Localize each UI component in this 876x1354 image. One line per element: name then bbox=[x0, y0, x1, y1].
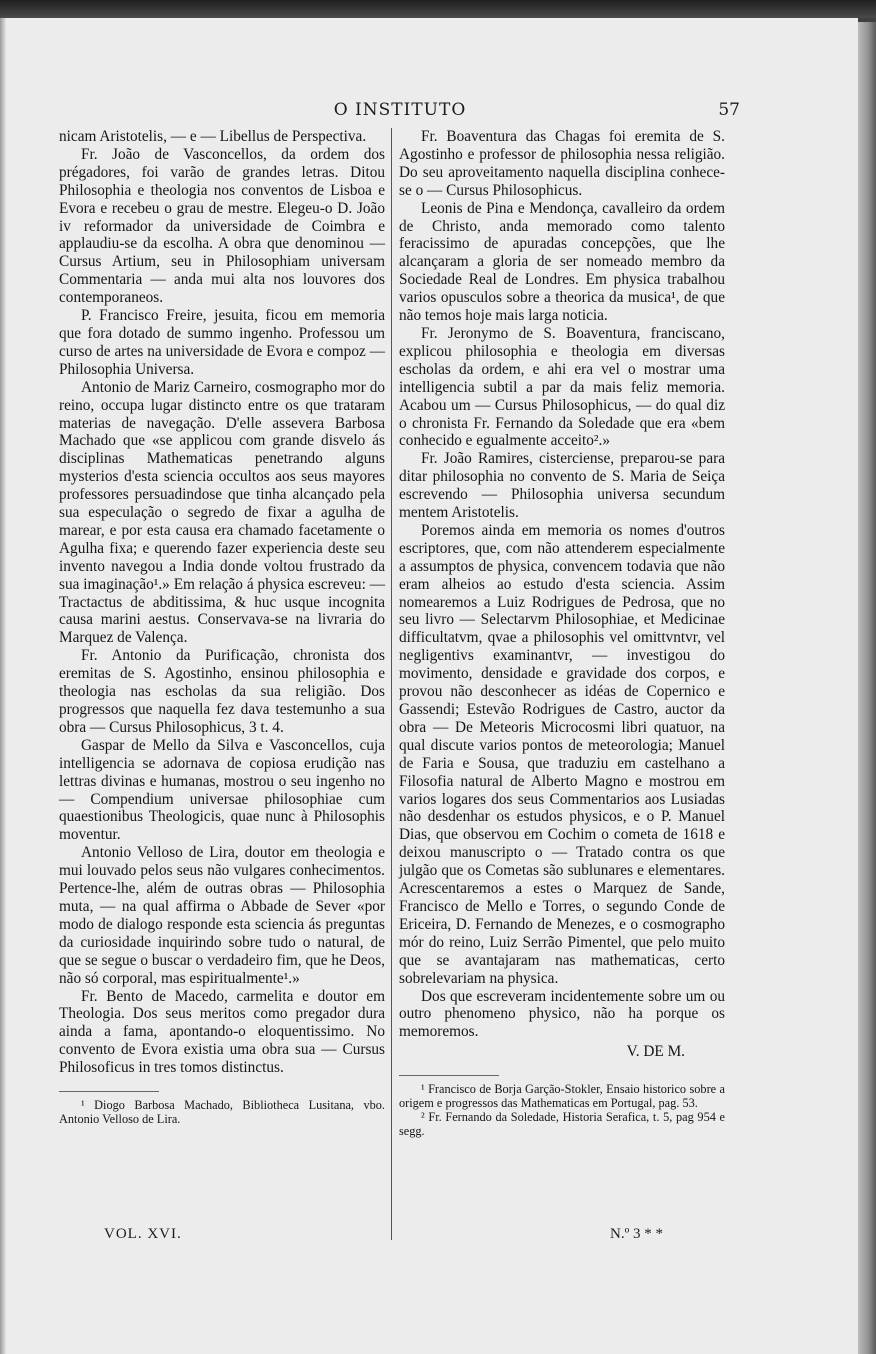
footnote: ¹ Diogo Barbosa Machado, Bibliotheca Lusitana, vbo. Antonio Velloso de Lira. bbox=[59, 1098, 385, 1127]
author-signature: V. DE M. bbox=[626, 1043, 685, 1061]
footnote: ¹ Francisco de Borja Garção-Stokler, Ensaio historico sobre a origem e progressos das Mathematicas em Portugal, pag. 53. bbox=[399, 1082, 725, 1111]
paragraph: Leonis de Pina e Mendonça, cavalleiro da ordem de Christo, anda memorado como talento feracissimo de apuradas concepções, que lhe alcançaram a gloria de ser nomeado membro da Sociedade Real de Londres. Em physica trabalhou varios opusculos sobre a theorica da musica¹, de que não temos hoje mais larga noticia. bbox=[399, 199, 725, 325]
footnote: ² Fr. Fernando da Soledade, Historia Serafica, t. 5, pag 954 e segg. bbox=[399, 1110, 725, 1139]
paragraph: Fr. João Ramires, cisterciense, preparou-se para ditar philosophia no convento de S. Maria de Seiça escrevendo — Philosophia universa secundum mentem Aristotelis. bbox=[399, 450, 725, 522]
page-number: 57 bbox=[718, 100, 740, 120]
paragraph: Fr. João de Vasconcellos, da ordem dos prégadores, foi varão de grandes letras. Ditou Philosophia e theologia nos conventos de Lisboa e Evora e recebeu o grau de mestre. Elegeu-o D. João iv reformador da universidade de Coimbra e applaudiu-se da escolha. A obra que denominou — Cursus Artium, seu in Philosophiam universam Commentaria — anda mui alta nos louvores dos contemporaneos. bbox=[59, 145, 385, 307]
signature-mark: N.º 3 * * bbox=[610, 1226, 663, 1242]
book-spine-edge bbox=[858, 22, 876, 1354]
paragraph: Fr. Bento de Macedo, carmelita e doutor em Theologia. Dos seus meritos como pregador dura ainda a fama, apontando-o eloquentissimo. No convento de Evora existia uma obra sua — Cursus Philosoficus in tres tomos distinctus. bbox=[59, 987, 385, 1077]
paragraph: Fr. Antonio da Purificação, chronista dos eremitas de S. Agostinho, ensinou philosophia e theologia nas escholas da sua religião. Dos progressos que naquella fez dava testemunho a sua obra — Cursus Philosophicus, 3 t. 4. bbox=[59, 647, 385, 736]
paragraph: Fr. Boaventura das Chagas foi eremita de S. Agostinho e professor de philosophia nessa religião. Do seu aproveitamento naquella disciplina conhece-se o — Cursus Philosophicus. bbox=[399, 128, 725, 199]
running-title: O INSTITUTO bbox=[333, 100, 467, 120]
column-divider bbox=[391, 128, 392, 1240]
paragraph: Gaspar de Mello da Silva e Vasconcellos, cuja intelligencia se adornava de copiosa erudição nas lettras divinas e humanas, mostrou o seu ingenho no — Compendium universae philosophiae cum quaestionibus Theologicis, quae nunc à Philosophis moventur. bbox=[59, 736, 385, 844]
paragraph: P. Francisco Freire, jesuita, ficou em memoria que fora dotado de summo ingenho. Professou um curso de artes na universidade de Evora e compoz — Philosophia Universa. bbox=[59, 307, 385, 378]
left-column bbox=[59, 128, 385, 1126]
page-left-edge bbox=[0, 18, 6, 1354]
right-column bbox=[399, 128, 725, 1138]
footnote-divider bbox=[59, 1091, 159, 1092]
paragraph: Dos que escreveram incidentemente sobre um ou outro phenomeno physico, não ha porque os memoremos. bbox=[399, 987, 725, 1041]
paragraph: Poremos ainda em memoria os nomes d'outros escriptores, que, com não attenderem especialmente a assumptos de physica, convencem todavia que não eram alheios ao estudo d'esta sciencia. Assim nomearemos a Luiz Rodrigues de Pedrosa, que no seu livro — Selectarvm Philosophiae, et Medicinae difficultatvm, qvae a philosophis vel omittvntvr, vel negligentivs examinantvr, — investigou do movimento, densidade e gravidade dos corpos, e provou não desconhecer as idéas de Copernico e Gassendi; Estevão Rodrigues de Castro, auctor da obra — De Meteoris Microcosmi libri quatuor, na qual discute varios pontos de meteorologia; Manuel de Faria e Sousa, que traduziu em castelhano a Filosofia natural de Alberto Magno e mostrou em varios logares dos seus Commentarios aos Lusiadas não desdenhar os estudos physicos, e o P. Manuel Dias, que observou em Cochim o cometa de 1618 e deixou manuscripto o — Tratado contra os que julgão que os Cometas são sublunares e elementares. Acrescentaremos a estes o Marquez de Sande, Francisco de Mello e Torres, o segundo Conde de Ericeira, D. Fernando de Menezes, e o cosmographo mór do reino, Luiz Serrão Pimentel, que pelo muito que se avantajaram nas mathematicas, certo sobrelevariam na physica. bbox=[399, 521, 725, 987]
volume-label: VOL. XVI. bbox=[104, 1226, 182, 1242]
paragraph: nicam Aristotelis, — e — Libellus de Perspectiva. bbox=[59, 128, 367, 145]
page-header bbox=[60, 100, 740, 130]
paragraph: Fr. Jeronymo de S. Boaventura, franciscano, explicou philosophia e theologia em diversas escholas da ordem, e ahi era vel o mostrar uma intelligencia subtil a par da mais feliz memoria. Acabou um — Cursus Philosophicus, — do qual diz o chronista Fr. Fernando da Soledade que era «bem conhecido e egualmente acceito².» bbox=[399, 324, 725, 450]
scan-top-border bbox=[0, 0, 876, 18]
paragraph: Antonio de Mariz Carneiro, cosmographo mor do reino, occupa lugar distincto entre os que trataram materias de navegação. D'elle assevera Barbosa Machado que «se applicou com grande disvelo ás disciplinas Mathematicas penetrando alguns mysterios d'esta sciencia occultos aos seus mayores professores persuadindose que tinha alcançado pela sua especulação o segredo de fixar a agulha de marear, e por esta causa era chamado facetamente o Agulha fixa; e querendo fazer experiencia deste seu invento navegou a India donde voltou frustrado da sua imaginação¹.» Em relação á physica escreveu: — Tractactus de abditissima, & huc usque incognita causa marini aestus. Conservava-se na livraria do Marquez de Valença. bbox=[59, 378, 385, 647]
paragraph: Antonio Velloso de Lira, doutor em theologia e mui louvado pelos seus não vulgares conhecimentos. Pertence-lhe, além de outras obras — Philosophia muta, — na qual affirma o Abbade de Sever «por modo de dialogo responde esta sciencia ás preguntas da curiosidade inquirindo sobre tudo o natural, de que se segue o buscar o verdadeiro fim, que he Deos, não só corporal, mas espiritualmente¹.» bbox=[59, 844, 385, 987]
footnote-divider bbox=[399, 1075, 499, 1076]
